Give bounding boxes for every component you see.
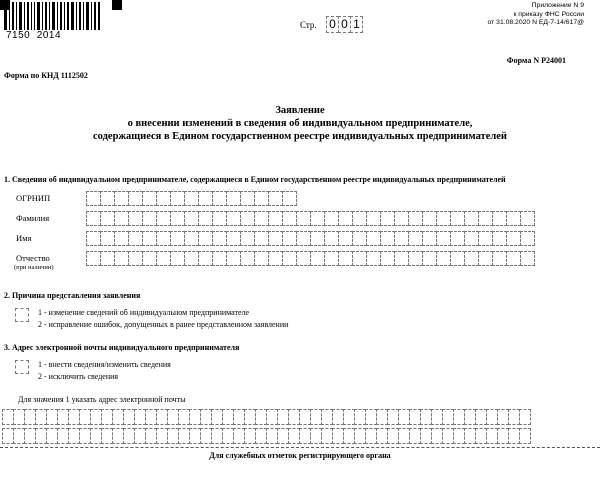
input-cell[interactable] xyxy=(114,231,129,246)
input-cell[interactable] xyxy=(240,211,255,226)
input-cell[interactable] xyxy=(352,251,367,266)
input-cell[interactable] xyxy=(296,231,311,246)
input-cell[interactable] xyxy=(254,191,269,206)
input-cell[interactable] xyxy=(324,251,339,266)
input-cell[interactable] xyxy=(520,211,535,226)
input-cell[interactable] xyxy=(478,231,493,246)
input-cell[interactable] xyxy=(100,211,115,226)
input-cell[interactable] xyxy=(492,211,507,226)
page-number-cells[interactable] xyxy=(326,16,362,33)
input-cell[interactable] xyxy=(114,211,129,226)
input-cell[interactable] xyxy=(142,211,157,226)
input-cell[interactable] xyxy=(268,211,283,226)
input-cell[interactable] xyxy=(380,231,395,246)
input-cell[interactable] xyxy=(436,231,451,246)
form-number: Форма N Р24001 xyxy=(506,56,566,65)
appendix-line-3: от 31.08.2020 N ЕД-7-14/617@ xyxy=(487,19,584,27)
input-cell[interactable] xyxy=(254,231,269,246)
input-cell[interactable] xyxy=(282,231,297,246)
input-cell[interactable] xyxy=(366,231,381,246)
input-cell[interactable] xyxy=(184,251,199,266)
input-cell[interactable] xyxy=(506,251,521,266)
input-cell[interactable] xyxy=(184,191,199,206)
input-cell[interactable] xyxy=(226,251,241,266)
patronymic-note: (при наличии) xyxy=(14,264,54,271)
barcode-number: 7150 2014 xyxy=(6,30,62,41)
input-cell[interactable] xyxy=(86,191,101,206)
email-option-2: 2 - исключить сведения xyxy=(38,372,119,381)
input-cell[interactable] xyxy=(142,251,157,266)
input-cell[interactable] xyxy=(100,231,115,246)
input-cell[interactable] xyxy=(394,211,409,226)
barcode xyxy=(4,2,100,30)
input-cell[interactable] xyxy=(506,211,521,226)
input-cell[interactable] xyxy=(86,211,101,226)
input-cell[interactable] xyxy=(212,251,227,266)
input-cell[interactable] xyxy=(100,191,115,206)
input-cell[interactable] xyxy=(128,231,143,246)
input-cell[interactable] xyxy=(380,251,395,266)
reason-option-2: 2 - исправление ошибок, допущенных в ранее представленном заявлении xyxy=(38,320,289,329)
input-cell[interactable] xyxy=(422,231,437,246)
input-cell[interactable] xyxy=(212,231,227,246)
input-cell[interactable] xyxy=(436,211,451,226)
input-cell[interactable] xyxy=(282,251,297,266)
input-cell[interactable] xyxy=(506,231,521,246)
input-cell[interactable] xyxy=(338,231,353,246)
input-cell[interactable] xyxy=(310,251,325,266)
input-cell[interactable] xyxy=(310,211,325,226)
input-cell[interactable] xyxy=(394,251,409,266)
input-cell[interactable] xyxy=(520,251,535,266)
patronymic-label: Отчество xyxy=(16,253,50,263)
input-cell[interactable] xyxy=(254,251,269,266)
appendix-line-1: Приложение N 9 xyxy=(531,2,584,9)
input-cell[interactable] xyxy=(338,251,353,266)
input-cell[interactable] xyxy=(408,251,423,266)
input-cell[interactable] xyxy=(226,191,241,206)
firstname-label: Имя xyxy=(16,233,32,243)
email-field-row-1[interactable] xyxy=(2,409,530,425)
input-cell[interactable] xyxy=(100,251,115,266)
input-cell[interactable] xyxy=(520,231,535,246)
input-cell[interactable] xyxy=(338,211,353,226)
input-cell[interactable] xyxy=(492,251,507,266)
input-cell[interactable] xyxy=(296,211,311,226)
input-cell[interactable] xyxy=(156,251,171,266)
email-hint: Для значения 1 указать адрес электронной почты xyxy=(18,395,186,404)
appendix-line-2: к приказу ФНС России xyxy=(513,10,584,18)
input-cell[interactable] xyxy=(450,251,465,266)
input-cell[interactable] xyxy=(240,251,255,266)
input-cell[interactable] xyxy=(226,211,241,226)
input-cell[interactable] xyxy=(422,211,437,226)
page-digit-cell[interactable]: 0 xyxy=(326,16,339,33)
input-cell[interactable] xyxy=(436,251,451,266)
section-2-heading: 2. Причина представления заявления xyxy=(4,291,141,300)
input-cell[interactable] xyxy=(254,211,269,226)
input-cell[interactable] xyxy=(478,211,493,226)
input-cell[interactable] xyxy=(170,191,185,206)
section-3-heading: 3. Адрес электронной почты индивидуального предпринимателя xyxy=(4,343,240,352)
input-cell[interactable] xyxy=(268,231,283,246)
input-cell[interactable] xyxy=(198,191,213,206)
ogrnip-label: ОГРНИП xyxy=(16,193,51,203)
input-cell[interactable] xyxy=(198,231,213,246)
email-action-checkbox[interactable] xyxy=(15,360,29,374)
input-cell[interactable] xyxy=(324,211,339,226)
knd-code: Форма по КНД 1112502 xyxy=(4,71,88,80)
input-cell[interactable] xyxy=(142,231,157,246)
input-cell[interactable] xyxy=(352,211,367,226)
section-1-heading: 1. Сведения об индивидуальном предпринимателе, содержащиеся в Едином государственном реестре индивидуальных предпринимателей xyxy=(4,175,506,184)
document-title: Заявление xyxy=(275,105,325,116)
input-cell[interactable] xyxy=(282,191,297,206)
document-title-line-2: о внесении изменений в сведения об индивидуальном предпринимателе, xyxy=(127,118,473,129)
ogrnip-field[interactable] xyxy=(86,191,296,206)
input-cell[interactable] xyxy=(492,231,507,246)
email-option-1: 1 - внести сведения/изменить сведения xyxy=(38,360,171,369)
input-cell[interactable] xyxy=(170,231,185,246)
input-cell[interactable] xyxy=(422,251,437,266)
input-cell[interactable] xyxy=(478,251,493,266)
input-cell[interactable] xyxy=(464,211,479,226)
input-cell[interactable] xyxy=(226,231,241,246)
barcode-icon xyxy=(4,2,100,30)
input-cell[interactable] xyxy=(519,428,531,444)
page-label: Стр. xyxy=(300,20,317,30)
reason-option-1: 1 - изменение сведений об индивидуальном предпринимателе xyxy=(38,308,250,317)
input-cell[interactable] xyxy=(212,191,227,206)
page-digit-cell[interactable]: 0 xyxy=(338,16,351,33)
input-cell[interactable] xyxy=(184,231,199,246)
input-cell[interactable] xyxy=(240,191,255,206)
input-cell[interactable] xyxy=(268,251,283,266)
input-cell[interactable] xyxy=(156,191,171,206)
input-cell[interactable] xyxy=(282,211,297,226)
input-cell[interactable] xyxy=(128,211,143,226)
input-cell[interactable] xyxy=(198,251,213,266)
input-cell[interactable] xyxy=(352,231,367,246)
input-cell[interactable] xyxy=(114,251,129,266)
page-digit-cell[interactable]: 1 xyxy=(350,16,363,33)
input-cell[interactable] xyxy=(114,191,129,206)
input-cell[interactable] xyxy=(450,211,465,226)
input-cell[interactable] xyxy=(268,191,283,206)
input-cell[interactable] xyxy=(156,211,171,226)
input-cell[interactable] xyxy=(366,251,381,266)
patronymic-field[interactable] xyxy=(86,251,534,266)
input-cell[interactable] xyxy=(86,251,101,266)
input-cell[interactable] xyxy=(156,231,171,246)
input-cell[interactable] xyxy=(198,211,213,226)
footer-divider xyxy=(0,447,600,448)
input-cell[interactable] xyxy=(142,191,157,206)
input-cell[interactable] xyxy=(464,251,479,266)
input-cell[interactable] xyxy=(408,211,423,226)
lastname-label: Фамилия xyxy=(16,213,50,223)
firstname-field[interactable] xyxy=(86,231,534,246)
input-cell[interactable] xyxy=(212,211,227,226)
input-cell[interactable] xyxy=(128,251,143,266)
input-cell[interactable] xyxy=(240,231,255,246)
input-cell[interactable] xyxy=(170,251,185,266)
input-cell[interactable] xyxy=(324,231,339,246)
input-cell[interactable] xyxy=(519,409,531,425)
input-cell[interactable] xyxy=(408,231,423,246)
input-cell[interactable] xyxy=(394,231,409,246)
input-cell[interactable] xyxy=(464,231,479,246)
input-cell[interactable] xyxy=(450,231,465,246)
email-field-row-2[interactable] xyxy=(2,428,530,444)
input-cell[interactable] xyxy=(170,211,185,226)
input-cell[interactable] xyxy=(296,251,311,266)
input-cell[interactable] xyxy=(380,211,395,226)
official-marks-label: Для служебных отметок регистрирующего органа xyxy=(209,451,391,460)
lastname-field[interactable] xyxy=(86,211,534,226)
input-cell[interactable] xyxy=(86,231,101,246)
input-cell[interactable] xyxy=(184,211,199,226)
input-cell[interactable] xyxy=(310,231,325,246)
appendix-block xyxy=(488,2,584,28)
document-title-line-3: содержащиеся в Едином государственном реестре индивидуальных предпринимателей xyxy=(93,131,507,142)
corner-marker-middle xyxy=(112,0,122,10)
input-cell[interactable] xyxy=(128,191,143,206)
reason-checkbox[interactable] xyxy=(15,308,29,322)
input-cell[interactable] xyxy=(366,211,381,226)
